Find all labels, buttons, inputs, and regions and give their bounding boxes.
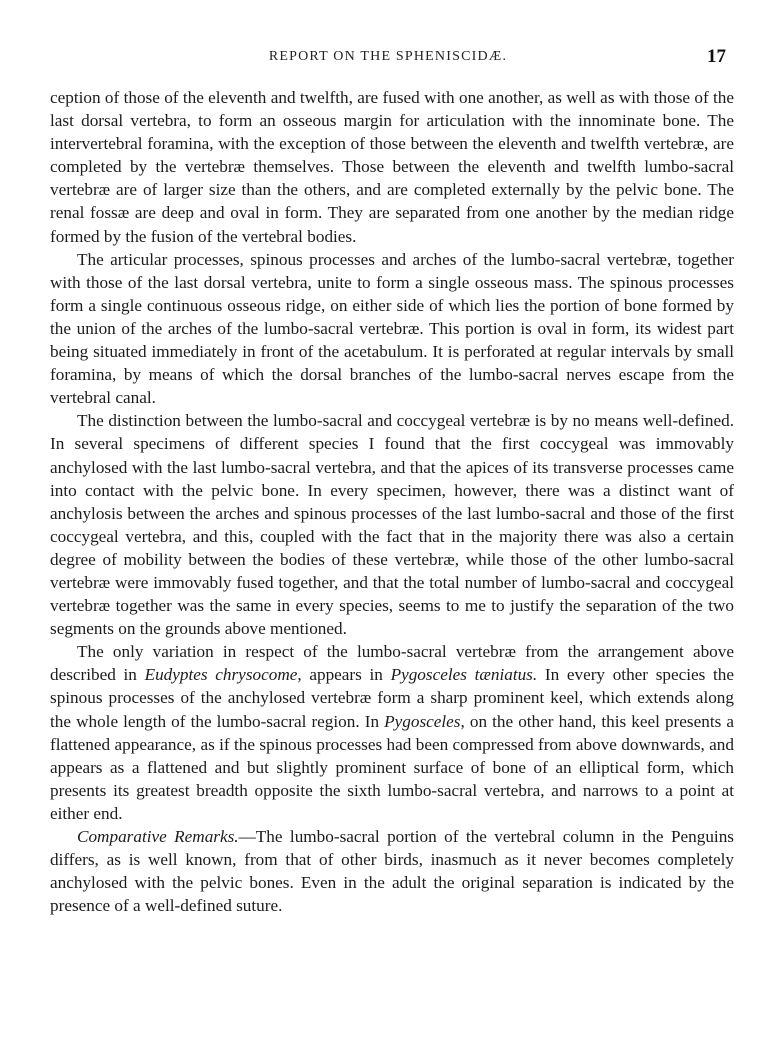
species-name-eudyptes: Eudyptes chrysocome	[144, 665, 298, 685]
paragraph-variation	[50, 640, 734, 825]
paragraph-distinction: The distinction between the lumbo-sacral and coccygeal vertebræ is by no means well-defined. In several specimens of different species I found that the first coccygeal was immovably anchylosed with the last lumbo-sacral vertebra, and that the apices of its transverse processes came into contact with the pelvic bone. In every specimen, however, there was a distinct want of anchylosis between the arches and spinous processes of the last lumbo-sacral and those of the first coccygeal vertebra, and this, coupled with the fact that in the majority there was also a certain degree of mobility between the bodies of these vertebræ, while those of the other lumbo-sacral vertebræ were immovably fused together, and that the total number of lumbo-sacral and coccygeal vertebræ together was the same in every species, seems to me to justify the separation of the two segments on the grounds above mentioned.	[50, 411, 734, 639]
text-run: , appears in	[297, 665, 391, 685]
paragraph-continuation: ception of those of the eleventh and twelfth, are fused with one another, as well as with those of the last dorsal vertebra, to form an osseous margin for articulation with the innominate bone. The intervertebral foramina, with the exception of those between the eleventh and twelfth vertebræ, are completed by the vertebræ themselves. Those between the eleventh and twelfth lumbo-sacral vertebræ are of larger size than the others, and are completed externally by the pelvic bone. The renal fossæ are deep and oval in form. They are separated from one another by the median ridge formed by the fusion of the vertebral bodies.	[50, 88, 734, 246]
text-run: In every other species the spinous processes of the anchylosed vertebræ form a sharp prominent keel, which extends along the whole length of the lumbo-sacral region. In	[50, 665, 735, 731]
section-heading-comparative-remarks: Comparative Remarks.	[77, 827, 239, 846]
text-run: —The lumbo-sacral portion of the vertebral column in the Penguins differs, as is well known, from that of other birds, inasmuch as it never becomes completely anchylosed with the pelvic bones. Even in the adult the original separation is indicated by the presence of a well-defined suture.	[50, 827, 734, 916]
paragraph-comparative-remarks	[50, 825, 734, 917]
text-run: , on the other hand, this keel presents a flattened appearance, as if the spinous processes had been compressed from above downwards, and appears as a flattened and but slightly prominent surface of bone of an elliptical form, which presents its greatest breadth opposite the sixth lumbo-sacral vertebra, and narrows to a point at either end.	[50, 711, 734, 823]
text-run: The only variation in respect of the lumbo-sacral vertebræ from the arrangement above described in	[50, 642, 734, 685]
running-head	[50, 46, 726, 70]
page-number: 17	[707, 46, 726, 67]
genus-name-pygosceles: Pygosceles	[384, 711, 461, 731]
running-title: REPORT ON THE SPHENISCIDÆ.	[268, 49, 508, 64]
body-text	[50, 86, 734, 917]
species-name-pygosceles-taeniatus: Pygosceles tæniatus.	[390, 665, 538, 685]
paragraph-articular-processes: The articular processes, spinous processes and arches of the lumbo-sacral vertebræ, together with those of the last dorsal vertebra, unite to form a single osseous mass. The spinous processes form a single continuous osseous ridge, on either side of which lies the portion of bone formed by the union of the arches of the lumbo-sacral vertebræ. This portion is oval in form, its widest part being situated immediately in front of the acetabulum. It is perforated at regular intervals by small foramina, by means of which the dorsal branches of the lumbo-sacral nerves escape from the vertebral canal.	[50, 249, 734, 408]
